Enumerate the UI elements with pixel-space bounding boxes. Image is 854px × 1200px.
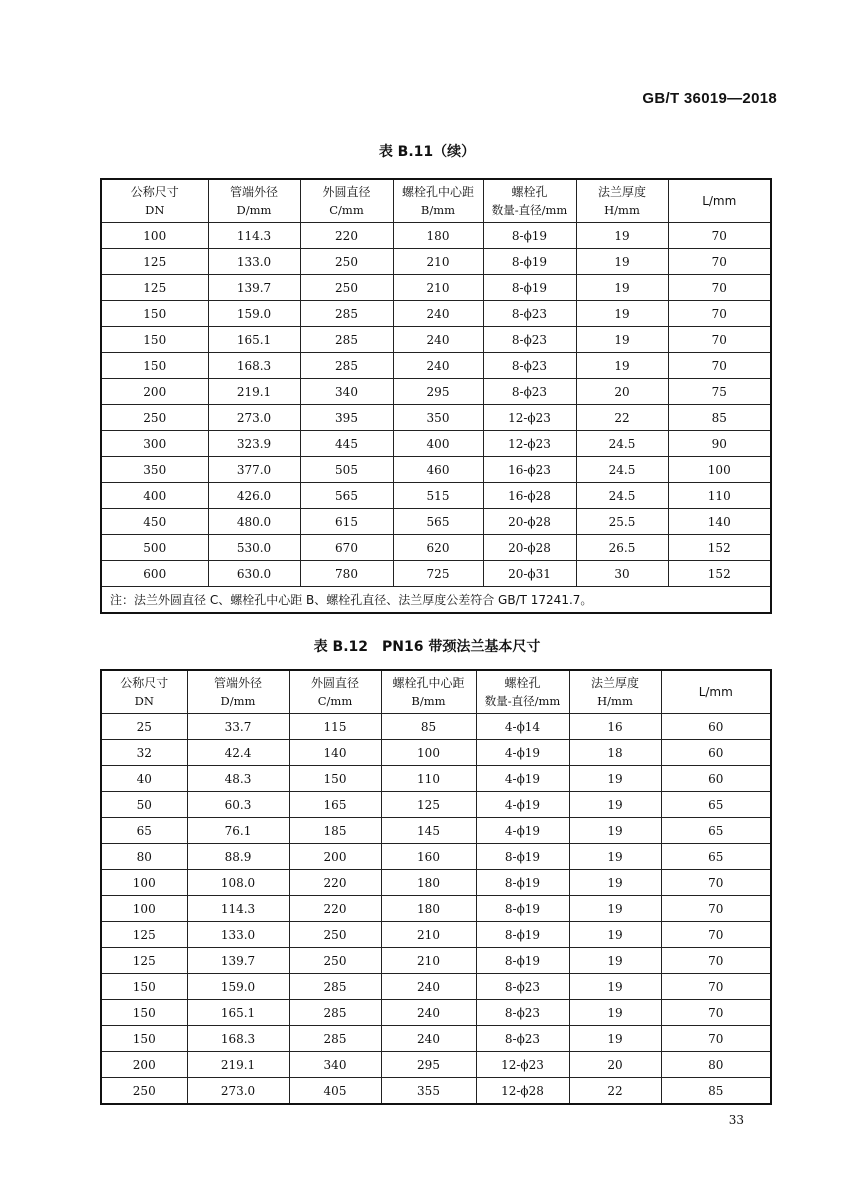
table-row: [101, 792, 771, 818]
table-cell: 12-ϕ23: [483, 405, 576, 431]
table-row: [101, 1026, 771, 1052]
table-cell: 60: [661, 740, 771, 766]
table-cell: 220: [289, 870, 381, 896]
table-cell: 20: [569, 1052, 661, 1078]
table-cell: 600: [101, 561, 208, 587]
table-cell: 100: [381, 740, 476, 766]
table-cell: 88.9: [187, 844, 289, 870]
table-cell: 125: [101, 275, 208, 301]
table-cell: 150: [289, 766, 381, 792]
table-cell: 4-ϕ19: [476, 792, 569, 818]
column-header: [661, 670, 771, 714]
table-cell: 76.1: [187, 818, 289, 844]
column-header-unit: C/mm: [329, 203, 364, 217]
table-cell: 24.5: [576, 457, 668, 483]
table-b11-body: [101, 223, 771, 587]
table-row: [101, 766, 771, 792]
table-cell: 426.0: [208, 483, 300, 509]
table-cell: 12-ϕ23: [476, 1052, 569, 1078]
table-cell: 108.0: [187, 870, 289, 896]
column-header-unit: H/mm: [597, 694, 633, 708]
table-cell: 160: [381, 844, 476, 870]
column-header: [289, 670, 381, 714]
table-b11-caption: 表 B.11（续）: [378, 144, 476, 160]
table-cell: 19: [569, 1000, 661, 1026]
column-header-unit: C/mm: [317, 694, 353, 708]
table-cell: 85: [661, 1078, 771, 1105]
table-cell: 90: [668, 431, 771, 457]
table-cell: 8-ϕ23: [476, 974, 569, 1000]
table-row: [101, 1000, 771, 1026]
table-cell: 530.0: [208, 535, 300, 561]
table-cell: 70: [661, 922, 771, 948]
table-cell: 8-ϕ19: [476, 922, 569, 948]
table-cell: 630.0: [208, 561, 300, 587]
table-cell: 159.0: [187, 974, 289, 1000]
table-cell: 273.0: [208, 405, 300, 431]
table-b11: [100, 178, 772, 614]
table-cell: 85: [381, 714, 476, 740]
table-cell: 8-ϕ23: [483, 353, 576, 379]
table-cell: 168.3: [187, 1026, 289, 1052]
table-cell: 8-ϕ23: [483, 327, 576, 353]
table-cell: 200: [101, 1052, 187, 1078]
table-cell: 70: [661, 1000, 771, 1026]
table-cell: 19: [569, 1026, 661, 1052]
table-cell: 20-ϕ31: [483, 561, 576, 587]
column-header-label: 管端外径: [213, 676, 262, 690]
table-cell: 114.3: [187, 896, 289, 922]
table-cell: 400: [101, 483, 208, 509]
table-cell: 405: [289, 1078, 381, 1105]
column-header: [208, 179, 300, 223]
column-header-label: 螺栓孔中心距: [401, 185, 474, 199]
table-row: [101, 483, 771, 509]
table-cell: 725: [393, 561, 483, 587]
table-cell: 70: [661, 948, 771, 974]
table-cell: 26.5: [576, 535, 668, 561]
table-cell: 70: [668, 275, 771, 301]
table-cell: 70: [661, 1026, 771, 1052]
table-cell: 350: [393, 405, 483, 431]
table-cell: 210: [393, 275, 483, 301]
table-cell: 24.5: [576, 483, 668, 509]
table-cell: 100: [101, 223, 208, 249]
table-cell: 8-ϕ23: [476, 1026, 569, 1052]
table-cell: 100: [668, 457, 771, 483]
table-cell: 250: [101, 1078, 187, 1105]
table-cell: 125: [101, 249, 208, 275]
column-header-unit: D/mm: [220, 694, 256, 708]
table-cell: 139.7: [208, 275, 300, 301]
table-cell: 12-ϕ28: [476, 1078, 569, 1105]
table-cell: 395: [300, 405, 393, 431]
table-cell: 19: [569, 974, 661, 1000]
table-cell: 500: [101, 535, 208, 561]
table-cell: 60.3: [187, 792, 289, 818]
table-cell: 8-ϕ19: [476, 896, 569, 922]
table-cell: 110: [381, 766, 476, 792]
table-cell: 165.1: [208, 327, 300, 353]
table-cell: 505: [300, 457, 393, 483]
table-cell: 70: [661, 896, 771, 922]
table-cell: 19: [569, 922, 661, 948]
table-row: [101, 249, 771, 275]
column-header-label: L/mm: [698, 685, 733, 699]
column-header-label: 公称尺寸: [120, 676, 169, 690]
table-cell: 114.3: [208, 223, 300, 249]
table-cell: 110: [668, 483, 771, 509]
table-row: [101, 714, 771, 740]
column-header-label: 法兰厚度: [597, 185, 646, 199]
table-cell: 250: [101, 405, 208, 431]
table-cell: 295: [381, 1052, 476, 1078]
table-cell: 180: [381, 896, 476, 922]
table-cell: 8-ϕ19: [483, 223, 576, 249]
table-cell: 8-ϕ19: [483, 249, 576, 275]
table-cell: 377.0: [208, 457, 300, 483]
table-row: [101, 818, 771, 844]
column-header-label: 外圆直径: [322, 185, 371, 199]
table-b12-body: [101, 714, 771, 1105]
table-cell: 25: [101, 714, 187, 740]
table-row: [101, 740, 771, 766]
column-header-unit: 数量-直径/mm: [491, 203, 568, 217]
table-cell: 115: [289, 714, 381, 740]
table-cell: 19: [576, 327, 668, 353]
table-cell: 60: [661, 714, 771, 740]
table-cell: 285: [289, 1026, 381, 1052]
table-cell: 85: [668, 405, 771, 431]
table-cell: 285: [300, 353, 393, 379]
table-cell: 8-ϕ19: [476, 870, 569, 896]
table-cell: 240: [381, 1000, 476, 1026]
column-header-unit: 数量-直径/mm: [484, 694, 561, 708]
page-number: 33: [728, 1113, 744, 1127]
table-cell: 670: [300, 535, 393, 561]
table-cell: 240: [381, 1026, 476, 1052]
table-cell: 19: [569, 896, 661, 922]
column-header: [393, 179, 483, 223]
table-b12-caption: 表 B.12 PN16 带颈法兰基本尺寸: [313, 639, 541, 655]
column-header-unit: D/mm: [236, 203, 272, 217]
column-header-label: 螺栓孔中心距: [392, 676, 465, 690]
table-row: [101, 379, 771, 405]
table-cell: 340: [300, 379, 393, 405]
table-row: [101, 844, 771, 870]
table-cell: 125: [381, 792, 476, 818]
table-row: [101, 1078, 771, 1105]
table-cell: 152: [668, 561, 771, 587]
table-cell: 16-ϕ28: [483, 483, 576, 509]
table-cell: 250: [300, 275, 393, 301]
table-b12: [100, 669, 772, 1105]
table-cell: 220: [289, 896, 381, 922]
table-cell: 19: [569, 948, 661, 974]
table-cell: 219.1: [187, 1052, 289, 1078]
column-header-label: 外圆直径: [310, 676, 359, 690]
table-row: [101, 509, 771, 535]
table-cell: 615: [300, 509, 393, 535]
table-cell: 210: [381, 948, 476, 974]
table-cell: 185: [289, 818, 381, 844]
table-cell: 165: [289, 792, 381, 818]
table-cell: 285: [289, 1000, 381, 1026]
table-cell: 139.7: [187, 948, 289, 974]
table-cell: 19: [569, 766, 661, 792]
table-row: [101, 561, 771, 587]
table-cell: 125: [101, 948, 187, 974]
table-cell: 133.0: [187, 922, 289, 948]
table-cell: 159.0: [208, 301, 300, 327]
table-cell: 460: [393, 457, 483, 483]
table-cell: 100: [101, 870, 187, 896]
table-cell: 60: [661, 766, 771, 792]
table-cell: 240: [393, 353, 483, 379]
table-cell: 65: [101, 818, 187, 844]
column-header-label: L/mm: [702, 194, 737, 208]
column-header: [381, 670, 476, 714]
column-header: [569, 670, 661, 714]
table-cell: 300: [101, 431, 208, 457]
column-header-unit: DN: [134, 694, 154, 708]
table-cell: 70: [661, 974, 771, 1000]
table-row: [101, 275, 771, 301]
table-cell: 25.5: [576, 509, 668, 535]
table-cell: 480.0: [208, 509, 300, 535]
table-cell: 150: [101, 1026, 187, 1052]
table-cell: 180: [393, 223, 483, 249]
table-cell: 8-ϕ23: [476, 1000, 569, 1026]
column-header-label: 管端外径: [229, 185, 278, 199]
table-cell: 220: [300, 223, 393, 249]
table-cell: 80: [661, 1052, 771, 1078]
table-cell: 210: [381, 922, 476, 948]
table-b11-header: [101, 179, 771, 223]
table-cell: 125: [101, 922, 187, 948]
table-cell: 152: [668, 535, 771, 561]
table-cell: 240: [393, 301, 483, 327]
table-b12-header: [101, 670, 771, 714]
table-cell: 75: [668, 379, 771, 405]
column-header: [300, 179, 393, 223]
table-row: [101, 1052, 771, 1078]
column-header-unit: B/mm: [420, 203, 456, 217]
table-cell: 165.1: [187, 1000, 289, 1026]
table-cell: 65: [661, 792, 771, 818]
table-cell: 273.0: [187, 1078, 289, 1105]
table-cell: 150: [101, 1000, 187, 1026]
table-cell: 515: [393, 483, 483, 509]
table-cell: 210: [393, 249, 483, 275]
column-header: [576, 179, 668, 223]
table-cell: 100: [101, 896, 187, 922]
table-cell: 4-ϕ19: [476, 740, 569, 766]
table-cell: 70: [661, 870, 771, 896]
column-header-label: 螺栓孔: [511, 185, 548, 199]
table-cell: 65: [661, 844, 771, 870]
table-cell: 150: [101, 301, 208, 327]
table-row: [101, 327, 771, 353]
table-cell: 22: [576, 405, 668, 431]
table-cell: 8-ϕ23: [483, 301, 576, 327]
table-cell: 450: [101, 509, 208, 535]
table-cell: 19: [569, 792, 661, 818]
table-cell: 340: [289, 1052, 381, 1078]
table-cell: 70: [668, 327, 771, 353]
standard-code: GB/T 36019—2018: [642, 90, 777, 107]
column-header-unit: H/mm: [604, 203, 640, 217]
table-cell: 285: [289, 974, 381, 1000]
table-row: [101, 457, 771, 483]
table-cell: 19: [576, 301, 668, 327]
table-cell: 8-ϕ19: [476, 844, 569, 870]
table-cell: 8-ϕ19: [476, 948, 569, 974]
table-cell: 200: [289, 844, 381, 870]
table-cell: 19: [576, 249, 668, 275]
table-cell: 42.4: [187, 740, 289, 766]
table-row: [101, 896, 771, 922]
table-b11-note-row: [101, 587, 771, 614]
table-cell: 250: [289, 948, 381, 974]
table-cell: 50: [101, 792, 187, 818]
table-cell: 70: [668, 223, 771, 249]
table-cell: 24.5: [576, 431, 668, 457]
table-row: [101, 948, 771, 974]
table-cell: 250: [289, 922, 381, 948]
table-cell: 20-ϕ28: [483, 535, 576, 561]
table-cell: 150: [101, 353, 208, 379]
table-cell: 32: [101, 740, 187, 766]
table-cell: 565: [393, 509, 483, 535]
table-cell: 780: [300, 561, 393, 587]
table-cell: 4-ϕ19: [476, 818, 569, 844]
table-cell: 620: [393, 535, 483, 561]
table-cell: 133.0: [208, 249, 300, 275]
table-cell: 30: [576, 561, 668, 587]
table-cell: 295: [393, 379, 483, 405]
table-cell: 16-ϕ23: [483, 457, 576, 483]
table-cell: 180: [381, 870, 476, 896]
table-cell: 285: [300, 327, 393, 353]
table-cell: 400: [393, 431, 483, 457]
table-cell: 22: [569, 1078, 661, 1105]
table-row: [101, 535, 771, 561]
table-cell: 33.7: [187, 714, 289, 740]
table-cell: 168.3: [208, 353, 300, 379]
table-cell: 219.1: [208, 379, 300, 405]
table-row: [101, 405, 771, 431]
table-row: [101, 870, 771, 896]
table-cell: 70: [668, 301, 771, 327]
column-header-label: 公称尺寸: [130, 185, 179, 199]
table-cell: 19: [576, 275, 668, 301]
table-cell: 4-ϕ19: [476, 766, 569, 792]
table-cell: 70: [668, 353, 771, 379]
table-cell: 140: [668, 509, 771, 535]
table-cell: 200: [101, 379, 208, 405]
column-header: [187, 670, 289, 714]
table-cell: 20: [576, 379, 668, 405]
column-header-label: 法兰厚度: [590, 676, 639, 690]
table-cell: 19: [569, 844, 661, 870]
table-cell: 48.3: [187, 766, 289, 792]
table-cell: 80: [101, 844, 187, 870]
table-row: [101, 922, 771, 948]
table-cell: 19: [576, 223, 668, 249]
table-cell: 350: [101, 457, 208, 483]
table-cell: 18: [569, 740, 661, 766]
column-header-unit: DN: [145, 203, 165, 217]
table-cell: 65: [661, 818, 771, 844]
table-row: [101, 223, 771, 249]
table-cell: 16: [569, 714, 661, 740]
table-cell: 140: [289, 740, 381, 766]
table-cell: 150: [101, 327, 208, 353]
table-cell: 285: [300, 301, 393, 327]
table-row: [101, 431, 771, 457]
table-cell: 445: [300, 431, 393, 457]
table-cell: 19: [576, 353, 668, 379]
table-cell: 40: [101, 766, 187, 792]
column-header: [476, 670, 569, 714]
table-cell: 240: [381, 974, 476, 1000]
table-row: [101, 301, 771, 327]
column-header: [101, 670, 187, 714]
table-cell: 250: [300, 249, 393, 275]
column-header: [668, 179, 771, 223]
table-cell: 19: [569, 818, 661, 844]
column-header-label: 螺栓孔: [504, 676, 541, 690]
table-cell: 8-ϕ19: [483, 275, 576, 301]
table-cell: 8-ϕ23: [483, 379, 576, 405]
table-cell: 12-ϕ23: [483, 431, 576, 457]
column-header-unit: B/mm: [411, 694, 446, 708]
column-header: [483, 179, 576, 223]
table-cell: 565: [300, 483, 393, 509]
table-row: [101, 353, 771, 379]
table-cell: 240: [393, 327, 483, 353]
table-cell: 70: [668, 249, 771, 275]
table-cell: 150: [101, 974, 187, 1000]
table-cell: 355: [381, 1078, 476, 1105]
table-cell: 145: [381, 818, 476, 844]
table-cell: 19: [569, 870, 661, 896]
table-b11-note: 注：法兰外圆直径 C、螺栓孔中心距 B、螺栓孔直径、法兰厚度公差符合 GB/T 17241.7。: [101, 587, 771, 614]
table-row: [101, 974, 771, 1000]
table-cell: 4-ϕ14: [476, 714, 569, 740]
table-cell: 323.9: [208, 431, 300, 457]
column-header: [101, 179, 208, 223]
table-cell: 20-ϕ28: [483, 509, 576, 535]
